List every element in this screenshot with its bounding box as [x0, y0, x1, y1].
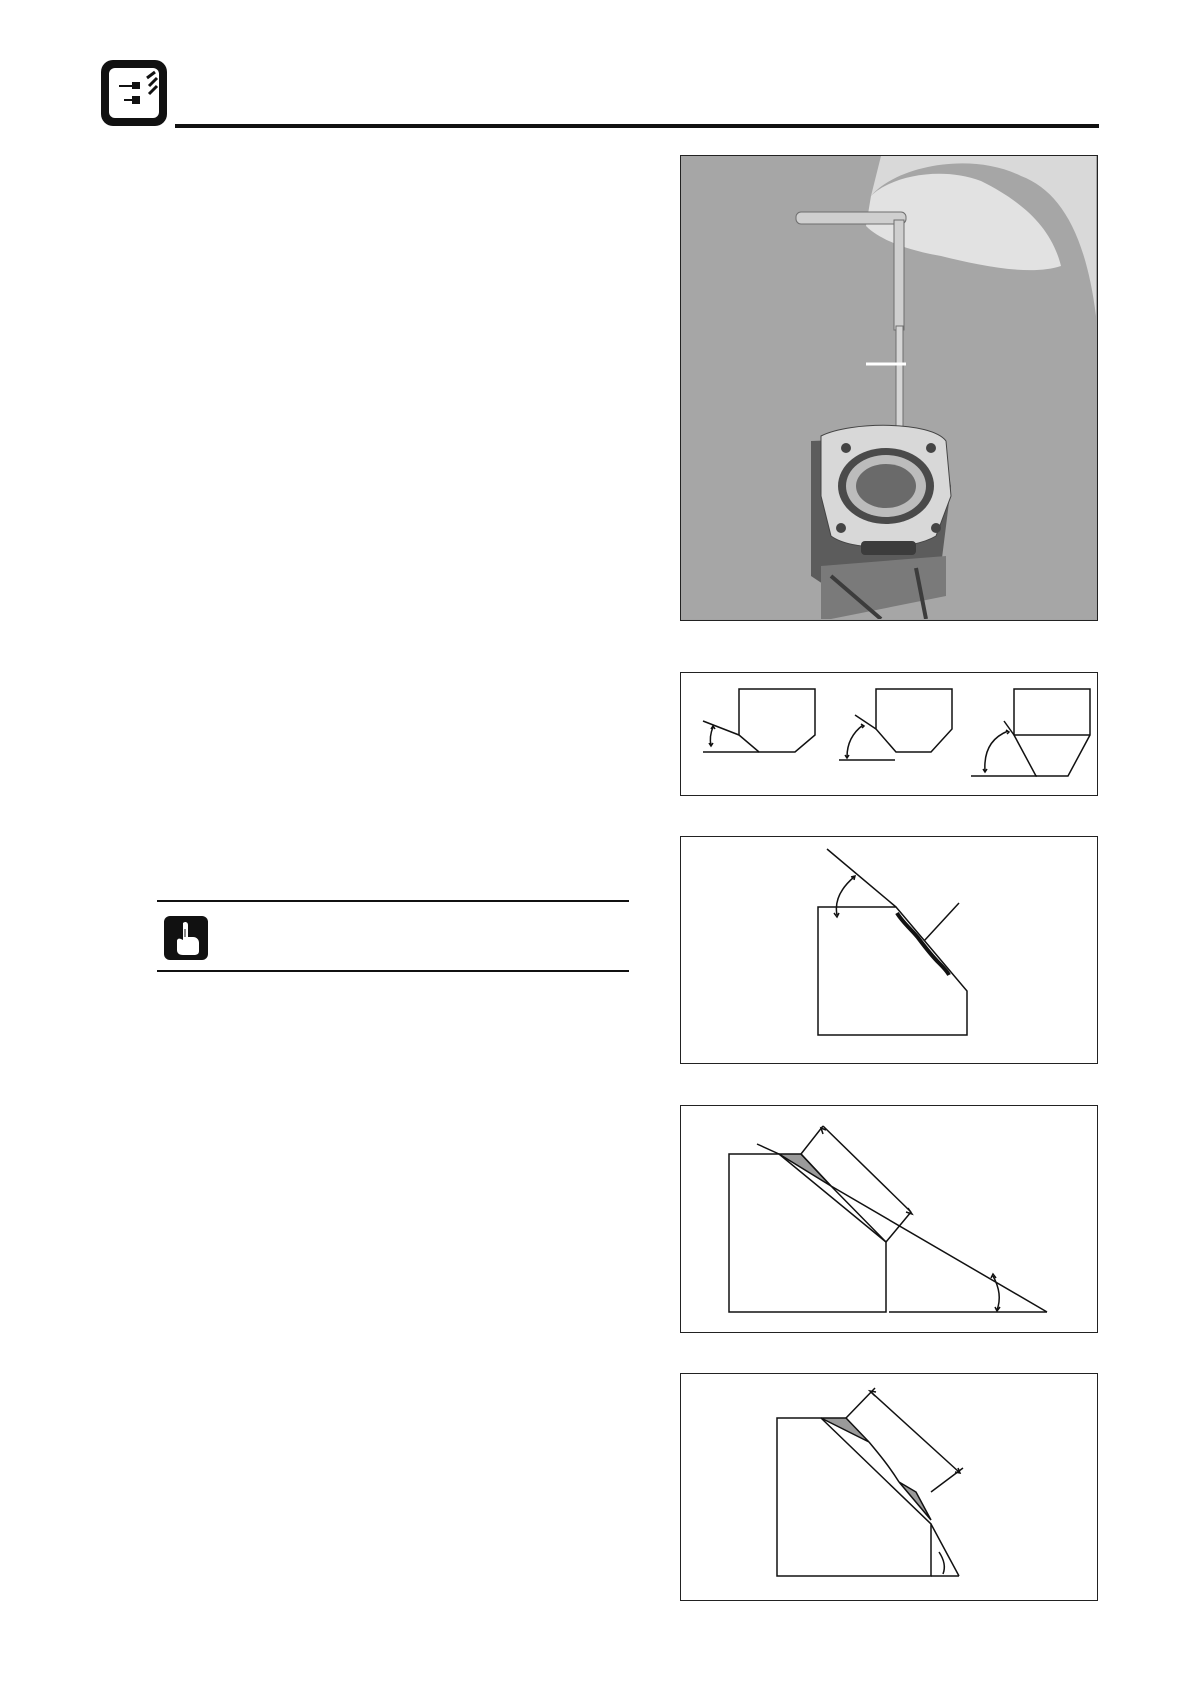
- caution-top-rule: [157, 900, 629, 902]
- engine-service-icon: [99, 58, 169, 128]
- diagram-seat-angles: [680, 672, 1098, 796]
- pointing-hand-icon: [163, 915, 209, 961]
- diagram-seat-upper: [680, 1105, 1098, 1333]
- caution-bottom-rule: [157, 970, 629, 972]
- diagram-seat-contact: [680, 836, 1098, 1064]
- diagram-seat-lower: [680, 1373, 1098, 1601]
- header-rule: [175, 124, 1099, 128]
- photo-valve-guide-tool: [680, 155, 1098, 621]
